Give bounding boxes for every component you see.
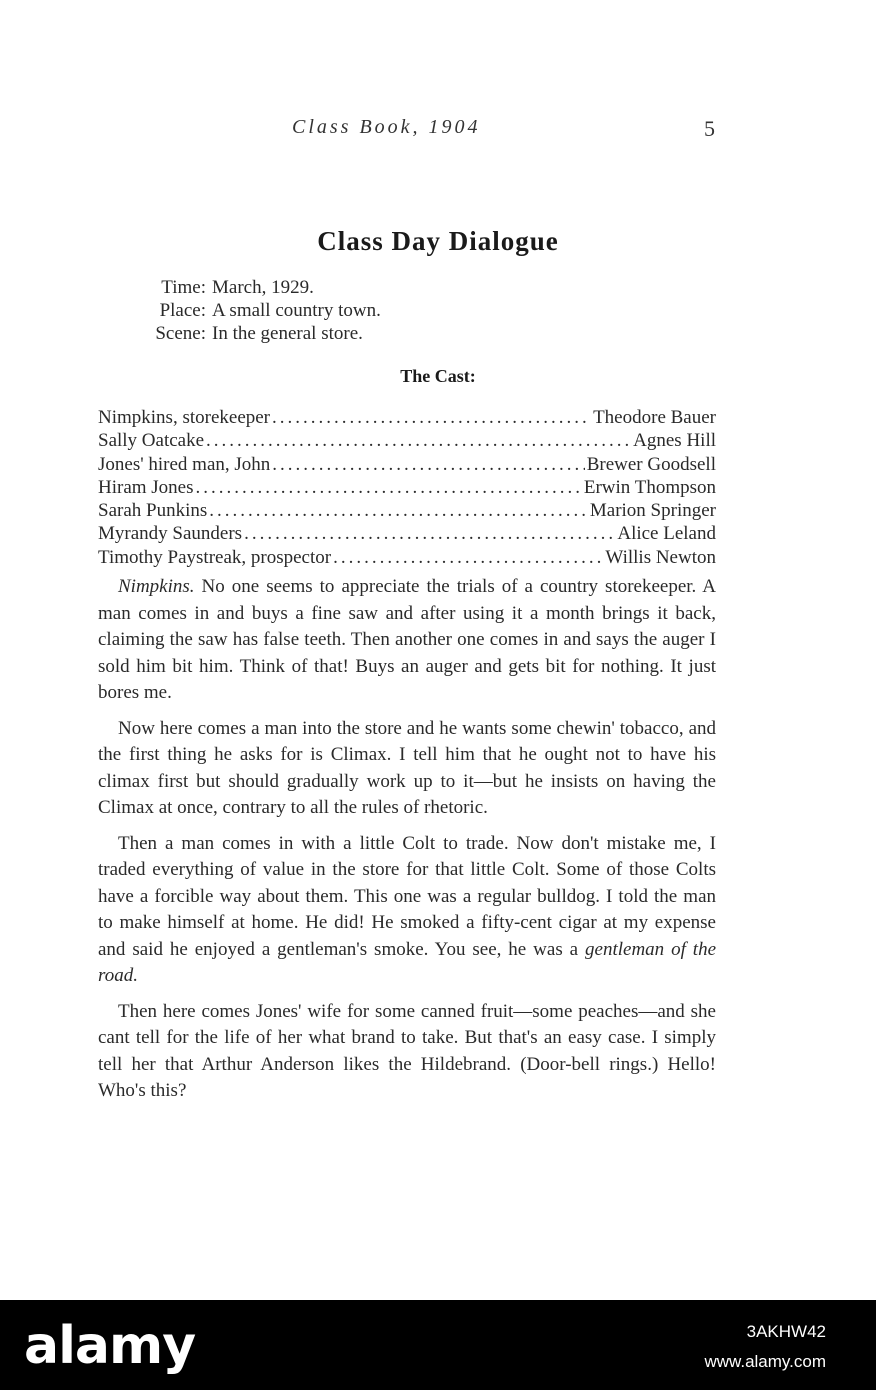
cast-actor: Theodore Bauer (593, 407, 716, 428)
cast-role: Jones' hired man, John (98, 453, 271, 475)
cast-actor: Erwin Thompson (583, 476, 716, 498)
paragraph-text: No one seems to appreciate the trials of a country storekeeper. A man comes in and buys a fine saw and after using it a month brings it back, claiming the saw has false teeth. Then another one comes in and says the auger I sold him bit him. Think of that! Buys an auger and gets bit for nothing. It just bores me. (98, 576, 716, 703)
image-id: 3AKHW42 (746, 1322, 826, 1341)
cast-row (98, 499, 716, 522)
dialogue-body (98, 574, 716, 1114)
running-title: Class Book, 1904 (292, 116, 481, 138)
site-url: www.alamy.com (704, 1352, 826, 1371)
cast-role: Nimpkins, storekeeper (98, 407, 271, 428)
page-title: Class Day Dialogue (317, 226, 559, 256)
cast-heading: The Cast: (400, 366, 476, 386)
watermark-bar (0, 1300, 876, 1390)
cast-role: Myrandy Saunders (98, 523, 243, 545)
paragraph-text: Then a man comes in with a little Colt to trade. Now don't mistake me, I traded everything of value in the store for that little Colt. Some of those Colts have a forcible way about them. This one was a regular bulldog. I told the man to make himself at home. He did! He smoked a fifty-cent cigar at my expense and said he enjoyed a gentleman's smoke. You see, he was a (98, 832, 716, 960)
setting-scene (118, 322, 381, 345)
dot-leader (333, 546, 603, 569)
dot-leader (272, 453, 584, 476)
cast-row (98, 546, 716, 569)
cast-actor: Agnes Hill (633, 430, 716, 452)
cast-role: Hiram Jones (98, 476, 194, 498)
setting-time (118, 276, 381, 299)
cast-list (98, 406, 716, 569)
dot-leader (209, 499, 588, 522)
setting-value: A small country town. (212, 300, 381, 321)
cast-role: Sally Oatcake (98, 430, 205, 452)
paragraph (98, 716, 716, 822)
paragraph-text: Now here comes a man into the store and he wants some chewin' tobacco, and the first thing he asks for is Climax. I tell him that he ought not to have his climax first but should gradually work up to it—but he insists on having the Climax at once, contrary to all the rules of rhetoric. (98, 717, 716, 818)
cast-row (98, 406, 716, 429)
cast-actor: Brewer Goodsell (586, 453, 716, 475)
setting-label: Time: (161, 277, 206, 298)
setting-value: March, 1929. (212, 277, 314, 298)
dot-leader (272, 406, 591, 429)
cast-row (98, 429, 716, 452)
paragraph (98, 574, 716, 707)
cast-row (98, 476, 716, 499)
cast-row (98, 453, 716, 476)
page-number: 5 (704, 116, 715, 141)
dot-leader (244, 522, 615, 545)
setting-label: Scene: (155, 323, 206, 344)
speaker-name: Nimpkins. (118, 576, 195, 597)
setting-place (118, 299, 381, 322)
dot-leader (196, 476, 582, 499)
paragraph-text: Then here comes Jones' wife for some canned fruit—some peaches—and she cant tell for the life of her what brand to take. But that's an easy case. I simply tell her that Arthur Anderson likes the Hildebrand. (Door-bell rings.) Hello! Who's this? (98, 1000, 716, 1101)
cast-actor: Willis Newton (605, 546, 716, 568)
cast-role: Timothy Paystreak, prospector (98, 546, 332, 568)
setting-block (118, 276, 381, 345)
cast-row (98, 522, 716, 545)
setting-label: Place: (159, 300, 206, 321)
cast-actor: Alice Leland (617, 523, 716, 545)
paragraph (98, 999, 716, 1105)
cast-actor: Marion Springer (589, 500, 716, 522)
dot-leader (206, 429, 631, 452)
paragraph (98, 831, 716, 990)
setting-value: In the general store. (212, 323, 363, 344)
italic-phrase: gentleman of the road. (98, 938, 717, 986)
alamy-logo: alamy (24, 1316, 196, 1376)
cast-role: Sarah Punkins (98, 500, 208, 522)
running-header (0, 116, 876, 146)
